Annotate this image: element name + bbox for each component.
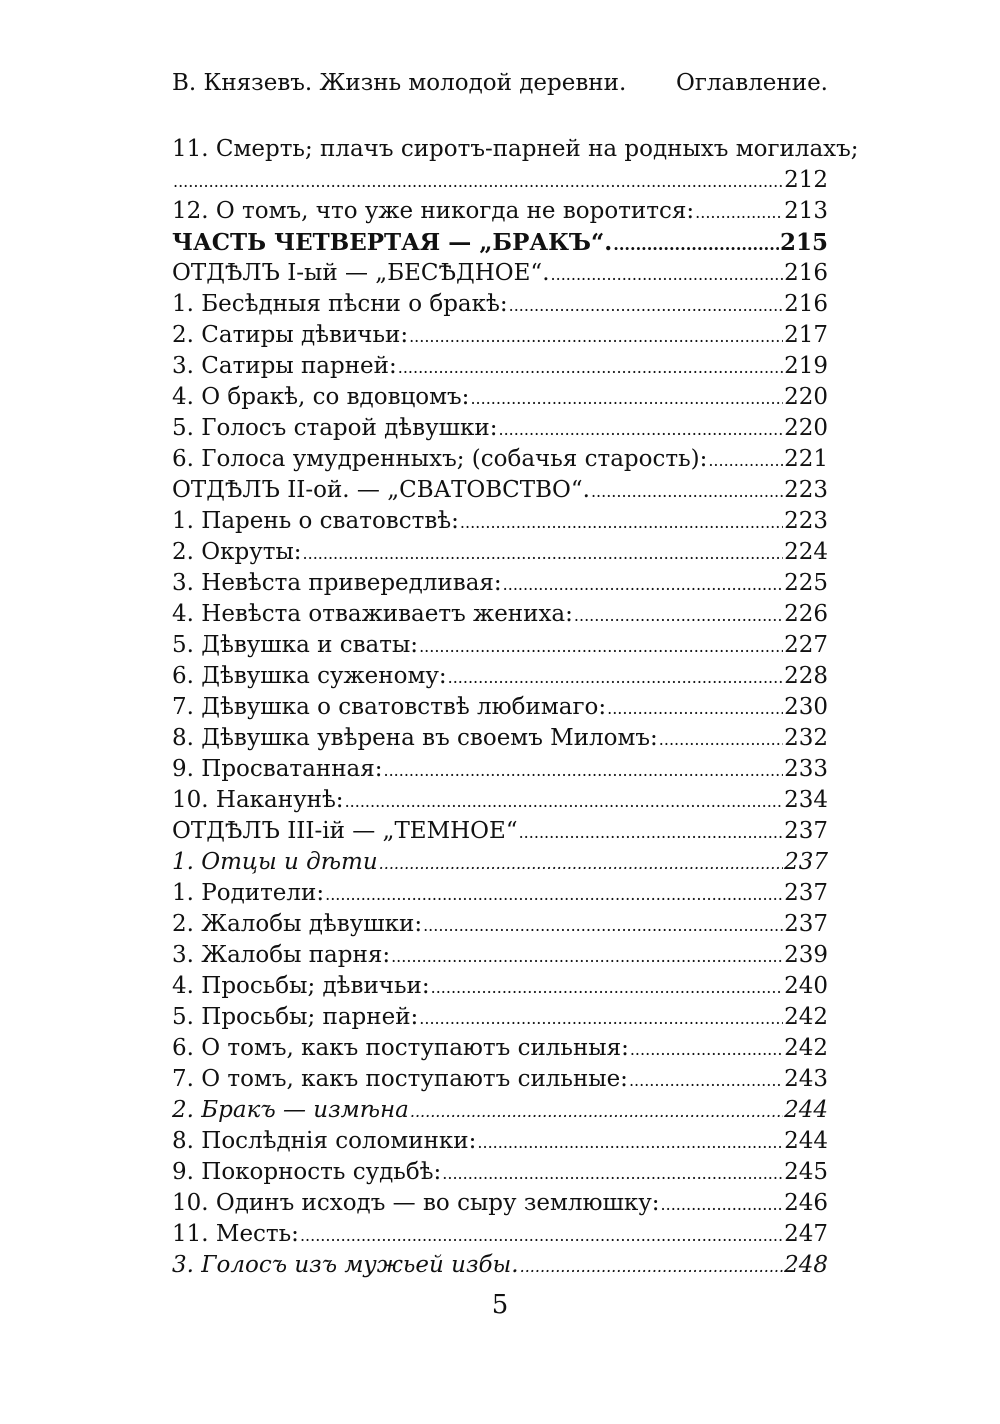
toc-entry (172, 320, 828, 351)
toc-entry-title: 3. Невѣста привередливая: (172, 570, 502, 596)
toc-entry (172, 506, 828, 537)
toc-entry-title: 12. О томъ, что уже никогда не воротится: (172, 198, 695, 224)
toc-entry (172, 475, 828, 506)
toc-entry-page: 213 (784, 198, 828, 224)
toc-entry-page: 224 (784, 539, 828, 565)
toc-entry-title: 11. Месть: (172, 1221, 299, 1247)
toc-entry-page: 237 (784, 880, 828, 906)
toc-leader-dots (607, 692, 783, 724)
toc-entry-page: 225 (784, 570, 828, 596)
toc-leader-dots (398, 351, 783, 383)
toc-entry (172, 413, 828, 444)
toc-entry-title: 8. Дѣвушка увѣрена въ своемъ Миломъ: (172, 725, 658, 751)
toc-leader-dots (613, 227, 779, 260)
toc-entry-title: 3. Жалобы парня: (172, 942, 391, 968)
toc-leader-dots (303, 537, 784, 569)
toc-entry-page: 240 (784, 973, 828, 999)
toc-entry-heading-line (172, 134, 859, 165)
toc-entry (172, 258, 828, 289)
toc-entry-title: 2. Бракъ — измѣна (172, 1097, 409, 1123)
toc-leader-dots (503, 568, 783, 600)
toc-entry (172, 1002, 828, 1033)
toc-entry-page: 239 (784, 942, 828, 968)
toc-entry-title: 7. О томъ, какъ поступаютъ сильные: (172, 1066, 628, 1092)
toc-entry (172, 692, 828, 723)
toc-leader-dots (345, 785, 784, 817)
toc-leader-dots (448, 661, 783, 693)
toc-entry-title: 6. Дѣвушка суженому: (172, 663, 447, 689)
toc-entry (172, 1250, 828, 1281)
toc-entry (172, 661, 828, 692)
toc-entry-title: 1. Бесѣдныя пѣсни о бракѣ: (172, 291, 508, 317)
toc-entry (172, 878, 828, 909)
toc-entry-title: 6. О томъ, какъ поступаютъ сильныя: (172, 1035, 629, 1061)
toc-entry-page: 246 (784, 1190, 828, 1216)
toc-leader-dots (431, 971, 783, 1003)
toc-leader-dots (300, 1219, 783, 1251)
toc-entry (172, 382, 828, 413)
toc-entry-title: 4. Невѣста отваживаетъ жениха: (172, 601, 573, 627)
toc-leader-dots (499, 413, 784, 445)
toc-leader-dots (629, 1064, 783, 1096)
toc-entry (172, 444, 828, 475)
toc-leader-dots (708, 444, 783, 476)
toc-entry-title: ЧАСТЬ ЧЕТВЕРТАЯ — „БРАКЪ“. (172, 229, 613, 256)
toc-entry (172, 568, 828, 599)
toc-leader-dots (630, 1033, 783, 1065)
toc-entry-page: 216 (784, 291, 828, 317)
toc-entry-title: 2. Жалобы дѣвушки: (172, 911, 423, 937)
toc-entry (172, 1219, 828, 1250)
toc-entry-page: 216 (784, 260, 828, 286)
toc-entry-title: 8. Послѣднія соломинки: (172, 1128, 477, 1154)
toc-entry-page: 242 (784, 1004, 828, 1030)
toc-entry (172, 289, 828, 320)
toc-entry-page: 217 (784, 322, 828, 348)
toc-entry-title: 5. Дѣвушка и сваты: (172, 632, 419, 658)
toc-entry-title: 6. Голоса умудренныхъ; (собачья старость): (172, 446, 708, 472)
toc-leader-dots (409, 320, 783, 352)
toc-entry-title: 5. Просьбы; парней: (172, 1004, 419, 1030)
toc-entry-title: 3. Сатиры парней: (172, 353, 397, 379)
toc-leader-dots (173, 165, 783, 197)
toc-entry-page: 232 (784, 725, 828, 751)
toc-entry-page: 215 (779, 229, 828, 256)
toc-leader-dots (695, 196, 783, 228)
toc-entry-page: 245 (784, 1159, 828, 1185)
toc-entry-title: 4. О бракѣ, со вдовцомъ: (172, 384, 470, 410)
toc-entry (172, 940, 828, 971)
toc-leader-dots (574, 599, 783, 631)
toc-leader-dots (391, 940, 783, 972)
toc-entry (172, 1157, 828, 1188)
toc-leader-dots (460, 506, 783, 538)
toc-entry (172, 227, 828, 258)
toc-entry-page: 247 (784, 1221, 828, 1247)
toc-leader-dots (551, 258, 784, 290)
toc-entry (172, 351, 828, 382)
toc-entry (172, 196, 828, 227)
toc-entry-title: 2. Окруты: (172, 539, 302, 565)
toc-leader-dots (325, 878, 783, 910)
toc-entry-title: 7. Дѣвушка о сватовствѣ любимаго: (172, 694, 607, 720)
toc-entry (172, 847, 828, 878)
toc-entry-title: 9. Покорность судьбѣ: (172, 1159, 442, 1185)
toc-leader-dots (379, 847, 783, 879)
toc-leader-dots (477, 1126, 783, 1158)
toc-entry-page: 233 (784, 756, 828, 782)
toc-entry-title: 11. Смерть; плачъ сиротъ-парней на родныхъ могилахъ; (172, 136, 859, 162)
toc-entry-page: 219 (784, 353, 828, 379)
toc-entry-page: 220 (784, 384, 828, 410)
toc-leader-dots (661, 1188, 784, 1220)
toc-entry-title: ОТДѢЛЪ ІІІ-ій — „ТЕМНОЕ“ (172, 818, 518, 844)
toc-entry-page: 226 (784, 601, 828, 627)
toc-entry (172, 1033, 828, 1064)
toc-entry-title: 1. Парень о сватовствѣ: (172, 508, 459, 534)
page-number: 5 (491, 1290, 509, 1320)
toc-entry (172, 909, 828, 940)
toc-leader-dots (520, 1250, 783, 1282)
toc-entry-page: 223 (784, 477, 828, 503)
toc-entry-page: 244 (784, 1128, 828, 1154)
toc-entry (172, 1188, 828, 1219)
toc-entry-page: 223 (784, 508, 828, 534)
toc-entry-page: 248 (784, 1252, 828, 1278)
toc-entry-page: 221 (784, 446, 828, 472)
toc-leader-dots (591, 475, 783, 507)
toc-entry (172, 165, 828, 196)
toc-entry (172, 630, 828, 661)
toc-entry-title: 5. Голосъ старой дѣвушки: (172, 415, 498, 441)
toc-entry-page: 228 (784, 663, 828, 689)
toc-entry-title: ОТДѢЛЪ І-ый — „БЕСѢДНОЕ“. (172, 260, 550, 286)
toc-entry-page: 237 (784, 849, 828, 875)
toc-entry (172, 537, 828, 568)
toc-entry-page: 243 (784, 1066, 828, 1092)
toc-entry-title: 9. Просватанная: (172, 756, 383, 782)
toc-entry-page: 227 (784, 632, 828, 658)
toc-entry (172, 1064, 828, 1095)
toc-leader-dots (410, 1095, 783, 1127)
toc-entry-page: 220 (784, 415, 828, 441)
toc-entry-page: 212 (784, 167, 828, 193)
toc-entry-title: 4. Просьбы; дѣвичьи: (172, 973, 430, 999)
toc-leader-dots (423, 909, 783, 941)
toc-entry (172, 599, 828, 630)
toc-entry (172, 1095, 828, 1126)
toc-entry-page: 237 (784, 911, 828, 937)
toc-entry (172, 971, 828, 1002)
toc-entry-title: 1. Родители: (172, 880, 325, 906)
toc-entry-page: 237 (784, 818, 828, 844)
toc-entry-page: 244 (784, 1097, 828, 1123)
toc-leader-dots (470, 382, 783, 414)
toc-entry-title: 10. Наканунѣ: (172, 787, 344, 813)
toc-entry (172, 1126, 828, 1157)
toc-entry-title: 1. Отцы и дѣти (172, 849, 378, 875)
toc-entry-title: 10. Одинъ исходъ — во сыру землюшку: (172, 1190, 660, 1216)
toc-entry-title: 3. Голосъ изъ мужьей избы. (172, 1252, 519, 1278)
toc-leader-dots (519, 816, 784, 848)
toc-entry-page: 234 (784, 787, 828, 813)
toc-leader-dots (659, 723, 783, 755)
toc-entry-page: 230 (784, 694, 828, 720)
running-header-right: Оглавление. (676, 70, 828, 96)
toc-leader-dots (442, 1157, 783, 1189)
toc-entry (172, 723, 828, 754)
toc-entry-page: 242 (784, 1035, 828, 1061)
toc-leader-dots (419, 1002, 783, 1034)
toc-entry-title: 2. Сатиры дѣвичьи: (172, 322, 409, 348)
toc-leader-dots (509, 289, 783, 321)
running-header-left: В. Князевъ. Жизнь молодой деревни. (172, 70, 627, 96)
running-header (172, 68, 828, 98)
toc-entry (172, 785, 828, 816)
toc-leader-dots (384, 754, 784, 786)
toc-entry (172, 816, 828, 847)
toc-entry (172, 754, 828, 785)
table-of-contents (172, 134, 859, 1281)
toc-leader-dots (419, 630, 783, 662)
toc-entry-title: ОТДѢЛЪ ІІ-ой. — „СВАТОВСТВО“. (172, 477, 590, 503)
